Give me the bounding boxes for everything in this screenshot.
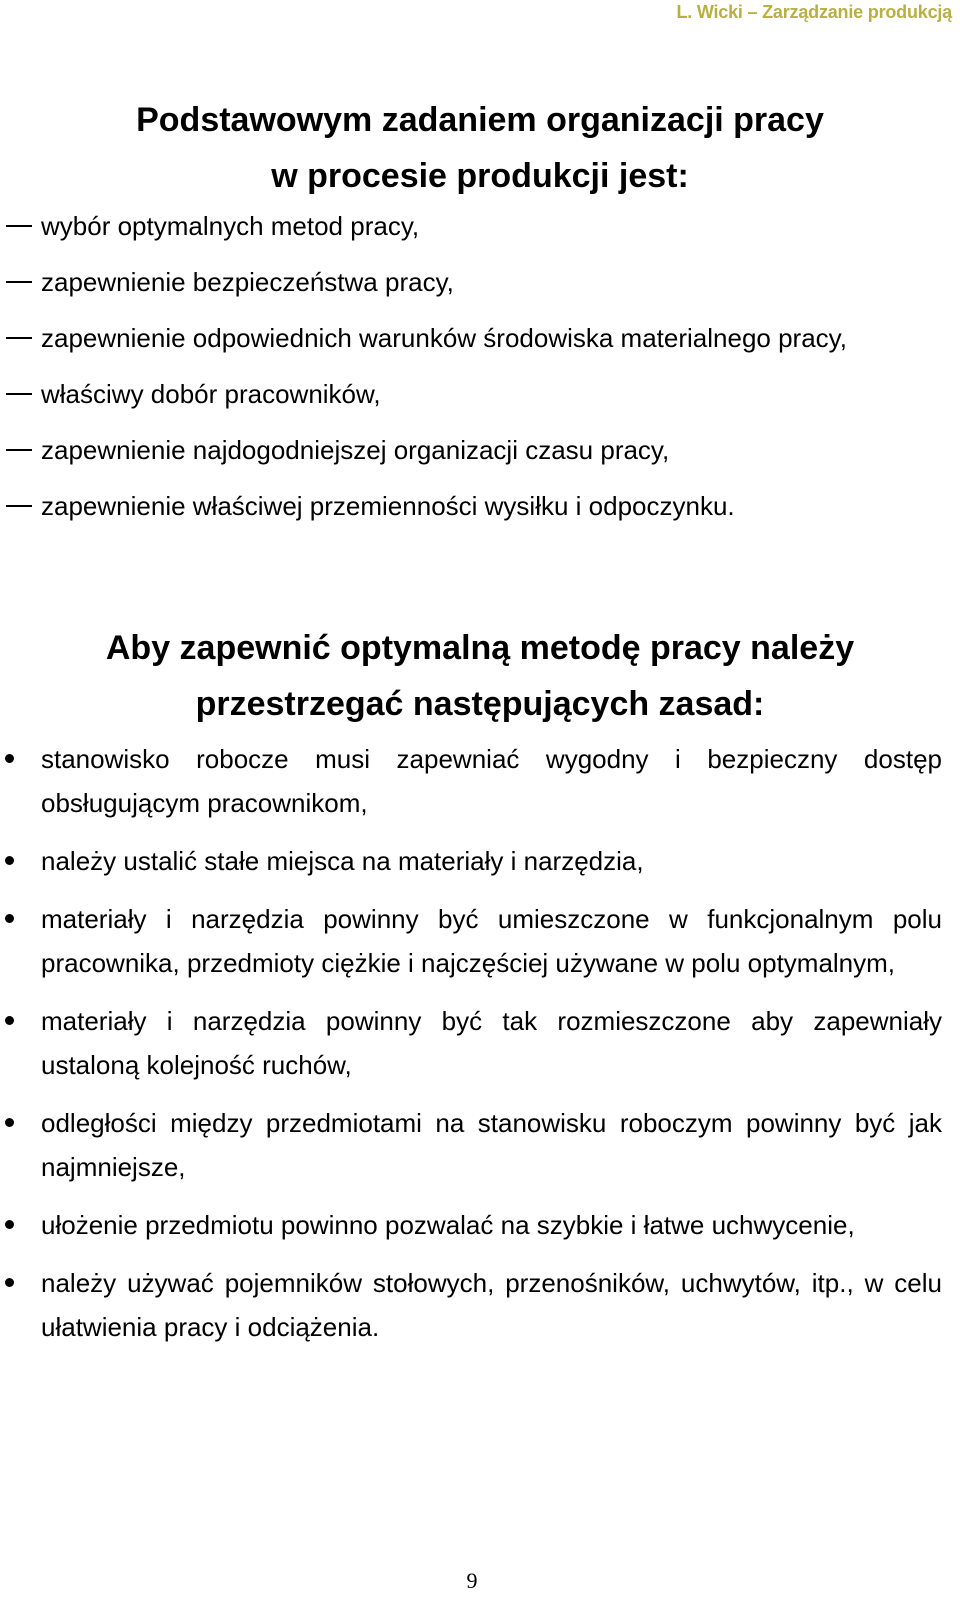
list-item-text: zapewnienie najdogodniejszej organizacji czasu pracy, [41,435,670,465]
list-item [0,999,960,1087]
dash-bullet-icon [6,393,32,395]
list-item [0,737,960,825]
section-title-organization-tasks [40,92,920,204]
list-item-text: materiały i narzędzia powinny być umieszczone w funkcjonalnym polu pracownika, przedmioty ciężkie i najczęściej używane w polu optymalnym, [41,904,942,978]
work-method-rules-list [0,737,960,1363]
list-item-text: stanowisko robocze musi zapewniać wygodny i bezpieczny dostęp obsługującym pracownikom, [41,744,942,818]
list-item [0,314,960,370]
round-bullet-icon [5,856,14,865]
running-header: L. Wicki – Zarządzanie produkcją [676,2,952,22]
section-title-line: przestrzegać następujących zasad: [195,685,765,723]
list-item [0,202,960,258]
list-item-text: odległości między przedmiotami na stanowisku roboczym powinny być jak najmniejsze, [41,1108,942,1182]
list-item [0,370,960,426]
section-title-line: Podstawowym zadaniem organizacji pracy [136,101,824,139]
list-item [0,426,960,482]
dash-bullet-icon [6,505,32,507]
page-number: 9 [466,1568,478,1593]
dash-bullet-icon [6,225,32,227]
list-item [0,258,960,314]
list-item [0,839,960,883]
list-item [0,1101,960,1189]
dash-bullet-icon [6,449,32,451]
section-title-line: Aby zapewnić optymalną metodę pracy należy [105,629,855,667]
list-item-text: zapewnienie bezpieczeństwa pracy, [41,267,454,297]
list-item-text: należy używać pojemników stołowych, przenośników, uchwytów, itp., w celu ułatwienia pracy i odciążenia. [41,1268,942,1342]
dash-bullet-icon [6,337,32,339]
list-item [0,482,960,538]
list-item-text: zapewnienie odpowiednich warunków środowiska materialnego pracy, [41,323,847,353]
list-item-text: właściwy dobór pracowników, [41,379,381,409]
round-bullet-icon [5,1220,14,1229]
round-bullet-icon [5,1118,14,1127]
round-bullet-icon [5,914,14,923]
round-bullet-icon [5,1016,14,1025]
dash-bullet-icon [6,281,32,283]
section-title-line: w procesie produkcji jest: [271,157,689,195]
list-item-text: ułożenie przedmiotu powinno pozwalać na szybkie i łatwe uchwycenie, [41,1210,855,1240]
list-item [0,1261,960,1349]
round-bullet-icon [5,1278,14,1287]
list-item-text: wybór optymalnych metod pracy, [41,211,420,241]
list-item-text: materiały i narzędzia powinny być tak rozmieszczone aby zapewniały ustaloną kolejność ruchów, [41,1006,942,1080]
list-item [0,897,960,985]
list-item-text: należy ustalić stałe miejsca na materiały i narzędzia, [41,846,644,876]
list-item [0,1203,960,1247]
list-item-text: zapewnienie właściwej przemienności wysiłku i odpoczynku. [41,491,735,521]
organization-tasks-list [0,202,960,538]
round-bullet-icon [5,754,14,763]
section-title-work-method-rules [40,620,920,732]
